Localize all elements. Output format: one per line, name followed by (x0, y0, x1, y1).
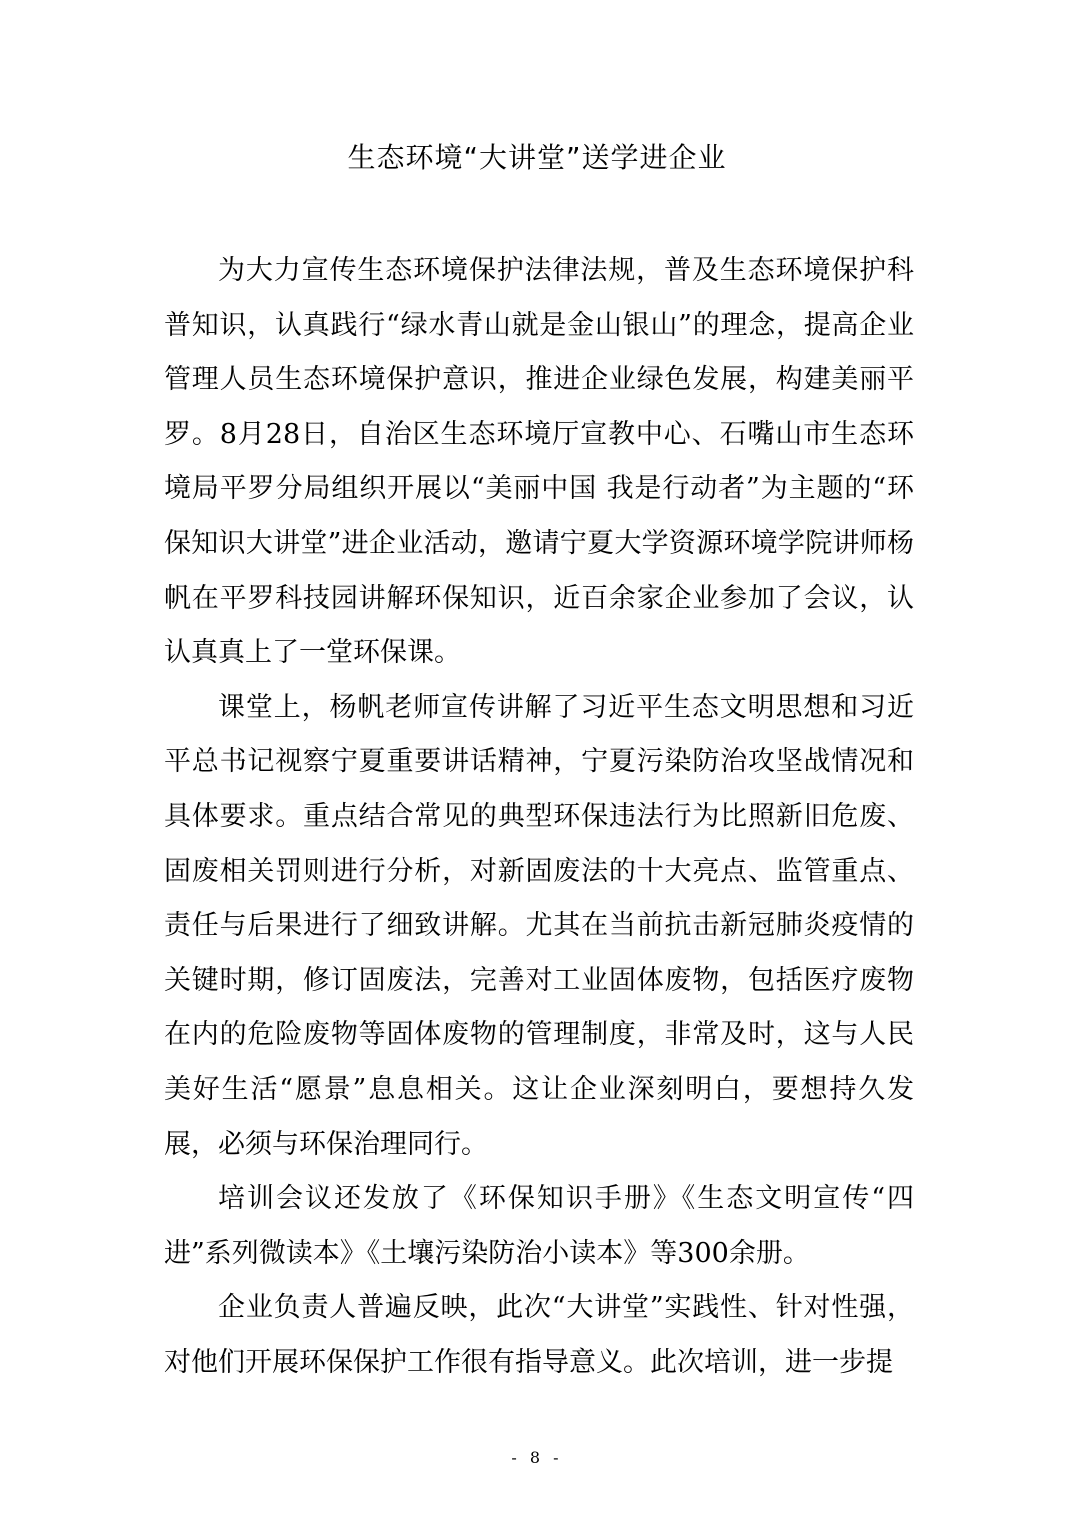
document-body (164, 244, 914, 1390)
paragraph-4: 企业负责人普遍反映，此次“大讲堂”实践性、针对性强，对他们开展环保保护工作很有指导意义。此次培训，进一步提 (164, 1292, 914, 1378)
page-number: - 8 - (511, 1448, 563, 1467)
paragraph-1: 为大力宣传生态环境保护法律法规，普及生态环境保护科普知识，认真践行“绿水青山就是金山银山”的理念，提高企业管理人员生态环境保护意识，推进企业绿色发展，构建美丽平罗。8月28日，自治区生态环境厅宣教中心、石嘴山市生态环境局平罗分局组织开展以“美丽中国 我是行动者”为主题的“环保知识大讲堂”进企业活动，邀请宁夏大学资源环境学院讲师杨帆在平罗科技园讲解环保知识，近百余家企业参加了会议，认认真真上了一堂环保课。 (164, 255, 914, 669)
paragraph-3: 培训会议还发放了《环保知识手册》《生态文明宣传“四进”系列微读本》《土壤污染防治小读本》等300余册。 (164, 1183, 914, 1269)
document-title: 生态环境“大讲堂”送学进企业 (347, 141, 727, 174)
paragraph-2: 课堂上，杨帆老师宣传讲解了习近平生态文明思想和习近平总书记视察宁夏重要讲话精神，宁夏污染防治攻坚战情况和具体要求。重点结合常见的典型环保违法行为比照新旧危废、固废相关罚则进行分析，对新固废法的十大亮点、监管重点、责任与后果进行了细致讲解。尤其在当前抗击新冠肺炎疫情的关键时期，修订固废法，完善对工业固体废物，包括医疗废物在内的危险废物等固体废物的管理制度，非常及时，这与人民美好生活“愿景”息息相关。这让企业深刻明白，要想持久发展，必须与环保治理同行。 (164, 691, 914, 1160)
